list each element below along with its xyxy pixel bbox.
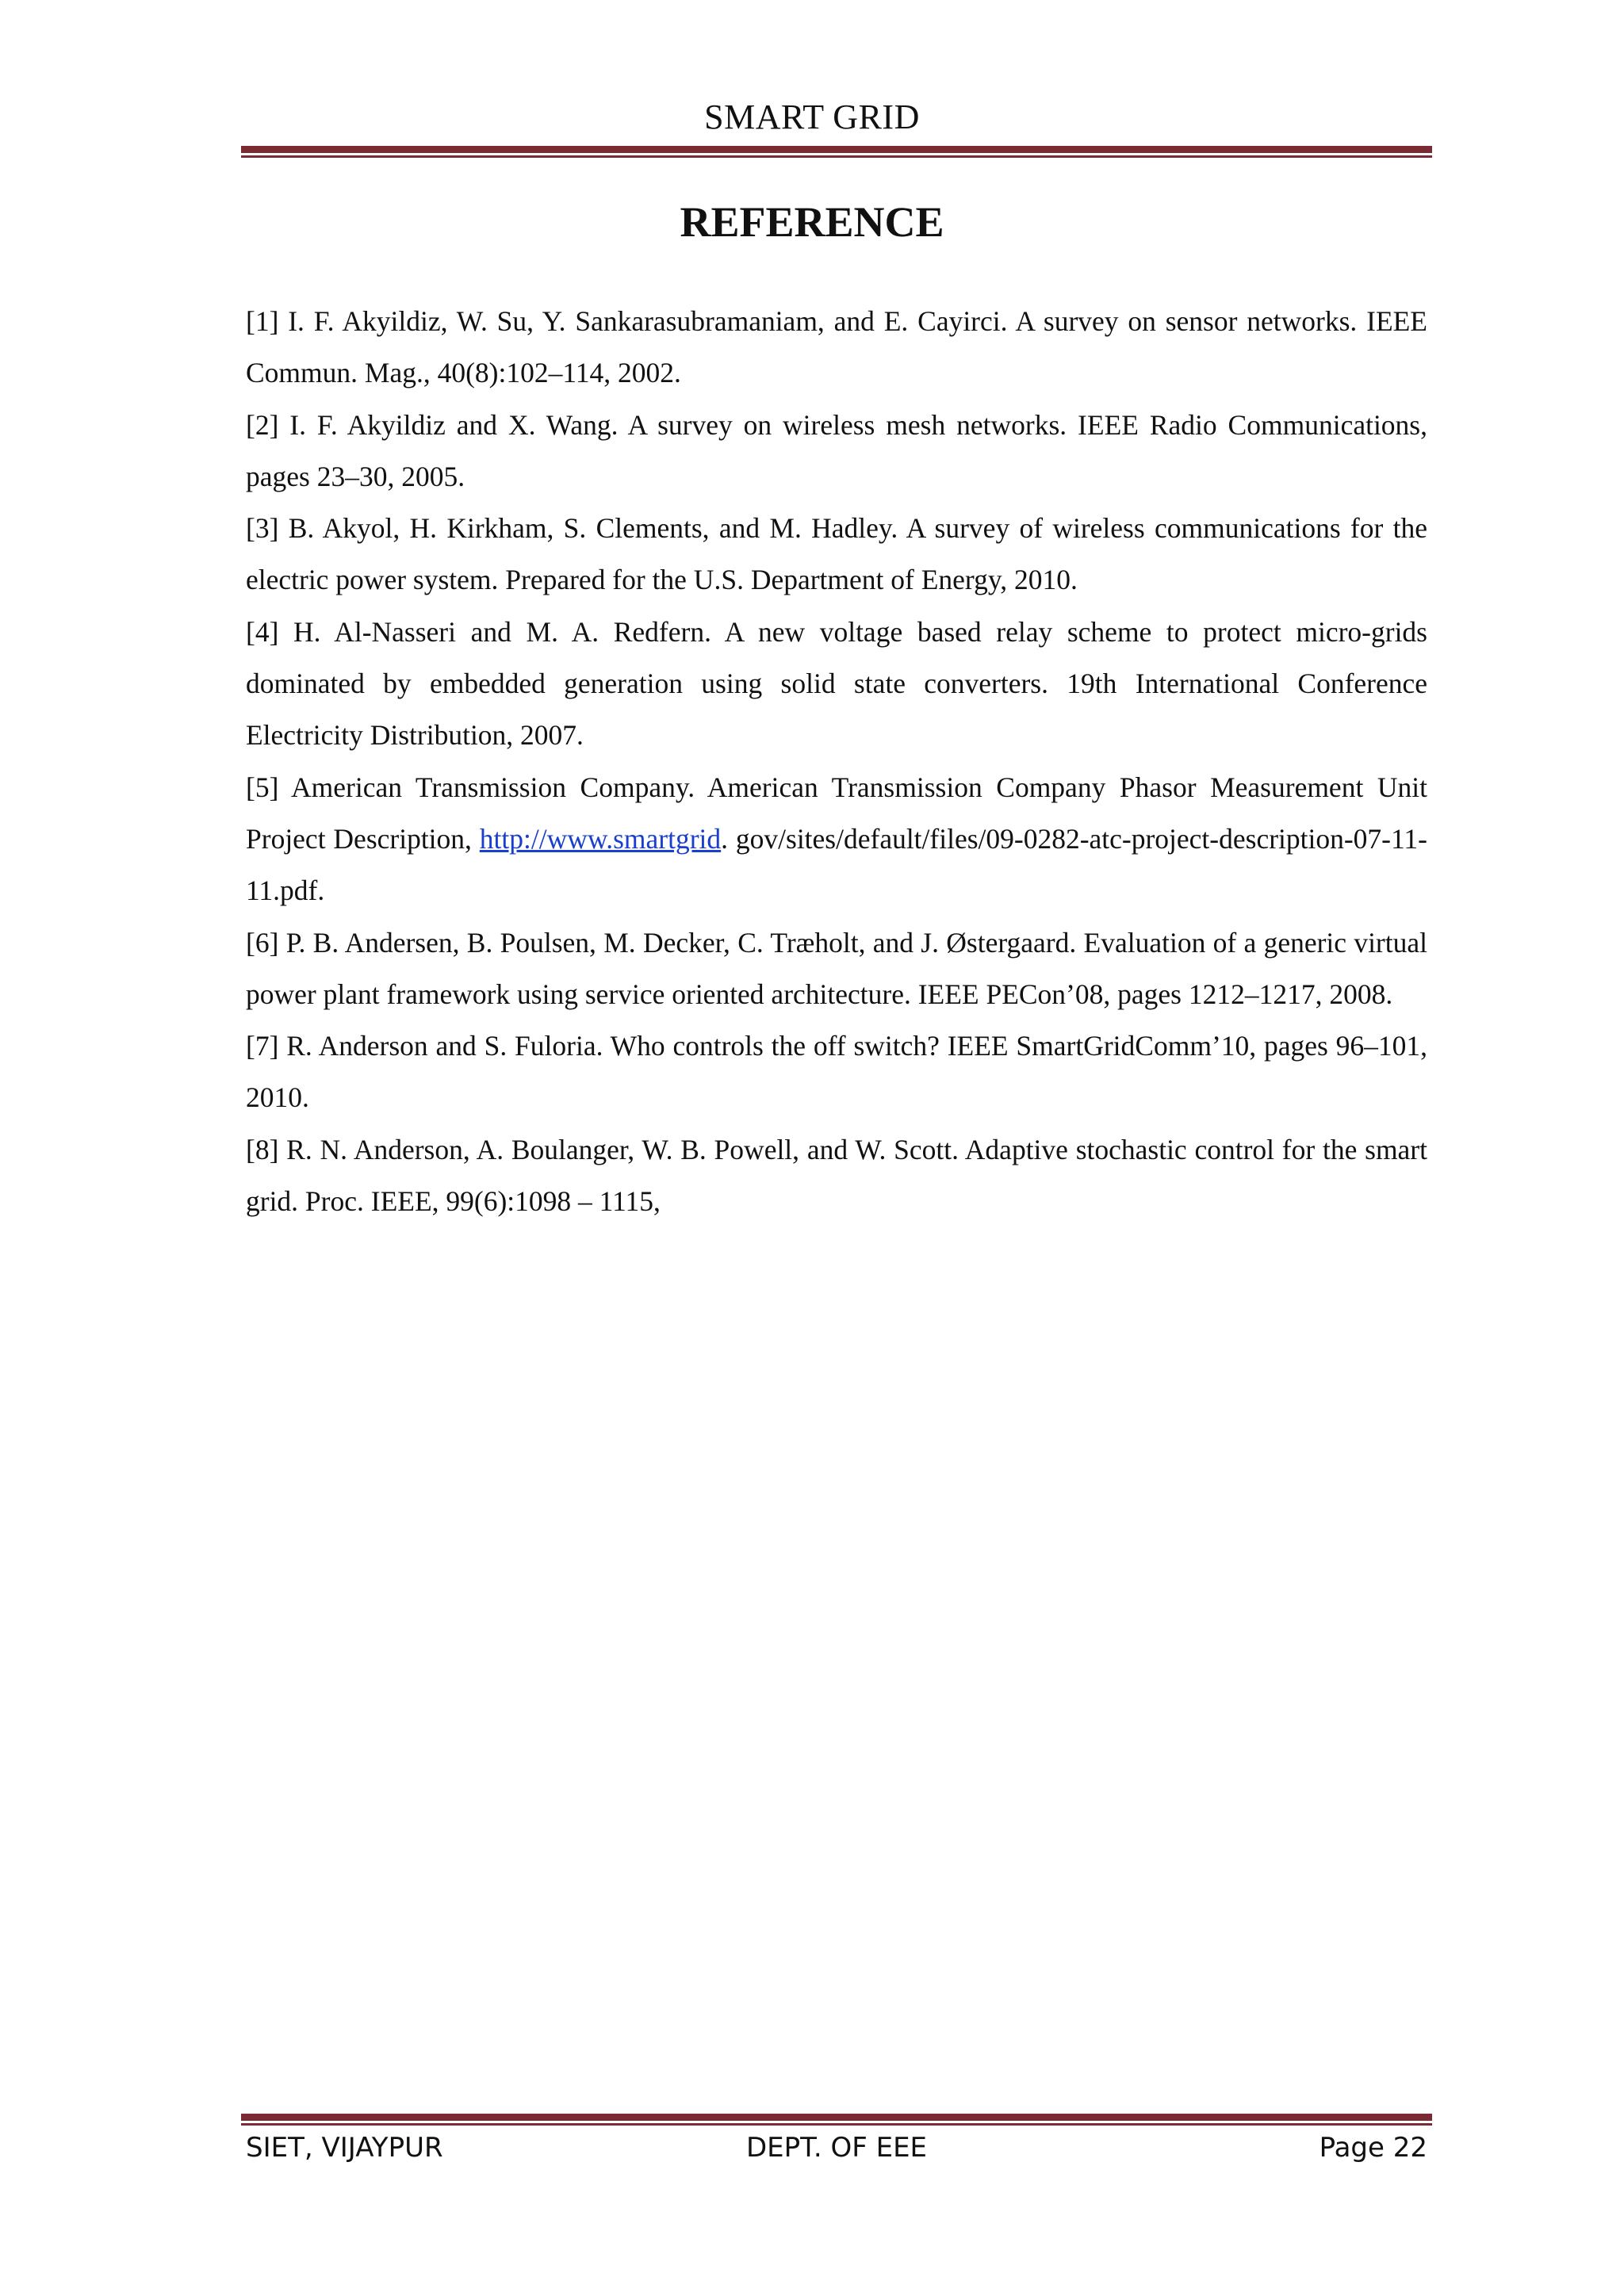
footer-divider (241, 2114, 1432, 2126)
reference-item-3: [3] B. Akyol, H. Kirkham, S. Clements, and M. Hadley. A survey of wireless communications for the electric power system. Prepared for the U.S. Department of Energy, 2010. (246, 512, 1427, 596)
reference-item-2: [2] I. F. Akyildiz and X. Wang. A survey on wireless mesh networks. IEEE Radio Communications, pages 23–30, 2005. (246, 408, 1427, 492)
page-title: REFERENCE (680, 198, 944, 246)
reference-item-5 (246, 762, 1427, 917)
reference-item-7: [7] R. Anderson and S. Fuloria. Who controls the off switch? IEEE SmartGridComm’10, pages 96–101, 2010. (246, 1030, 1427, 1114)
header-divider (241, 146, 1432, 158)
reference-item-1: [1] I. F. Akyildiz, W. Su, Y. Sankarasubramaniam, and E. Cayirci. A survey on sensor networks. IEEE Commun. Mag., 40(8):102–114, 2002. (246, 305, 1427, 389)
footer-page-number: Page 22 (1319, 2132, 1427, 2164)
footer-institution: SIET, VIJAYPUR (246, 2132, 443, 2164)
reference-item-5-text-before: [5] American Transmission Company. American Transmission Company Phasor Measurement Unit Project Description, (246, 771, 1427, 855)
reference-link-smartgrid[interactable]: http://www.smartgrid (479, 822, 722, 855)
running-header-title: SMART GRID (704, 98, 920, 136)
reference-list (246, 296, 1427, 1227)
footer-department: DEPT. OF EEE (745, 2132, 928, 2164)
reference-item-8: [8] R. N. Anderson, A. Boulanger, W. B. Powell, and W. Scott. Adaptive stochastic control for the smart grid. Proc. IEEE, 99(6):1098 – 1115, (246, 1133, 1427, 1218)
reference-item-5-text-after: . gov/sites/default/files/09-0282-atc-project-description-07-11-11.pdf. (246, 822, 1428, 907)
reference-item-4: [4] H. Al-Nasseri and M. A. Redfern. A new voltage based relay scheme to protect micro-grids dominated by embedded generation using solid state converters. 19th International Conference Electricity Distribution, 2007. (246, 615, 1427, 752)
reference-item-6: [6] P. B. Andersen, B. Poulsen, M. Decker, C. Træholt, and J. Østergaard. Evaluation of a generic virtual power plant framework using service oriented architecture. IEEE PECon’08, pages 1212–1217, 2008. (246, 926, 1427, 1010)
page-footer (246, 2128, 1427, 2168)
